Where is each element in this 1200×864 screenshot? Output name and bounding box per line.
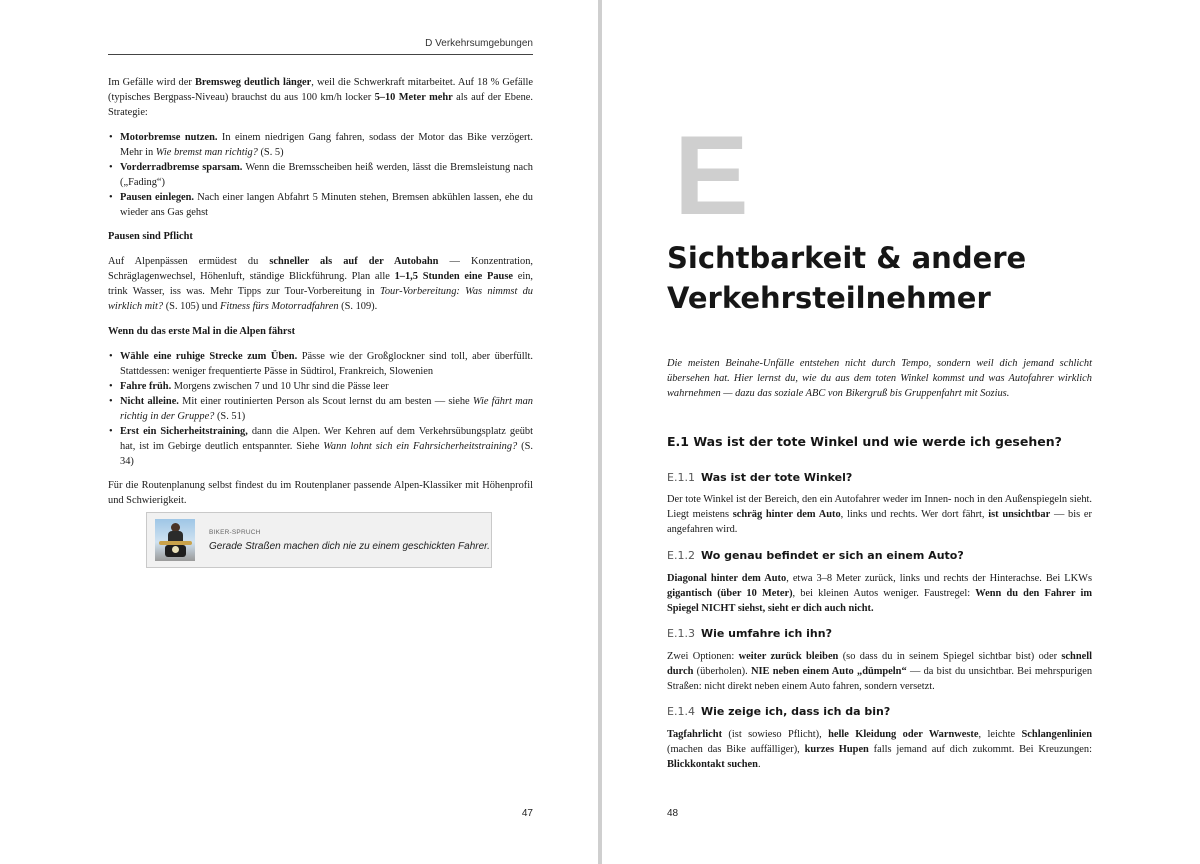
header-rule <box>108 54 533 55</box>
first-time-heading: Wenn du das erste Mal in die Alpen fährst <box>108 326 296 337</box>
running-head: D Verkehrsumgebungen <box>425 38 533 49</box>
strategy-list <box>108 130 533 220</box>
list-item: • Fahre früh. Morgens zwischen 7 und 10 Uhr sind die Pässe leer <box>108 379 533 394</box>
list-item: • Nicht alleine. Mit einer routinierten Person als Scout lernst du am besten — siehe Wie fährt man richtig in der Gruppe? (S. 51) <box>108 394 533 424</box>
cross-reference: Tour-Vorbereitung: Was nimmst du wirklich mit? <box>108 286 533 312</box>
closing-paragraph: Für die Routenplanung selbst findest du im Routenplaner passende Alpen-Klassiker mit Höhenprofil und Schwierigkeit. <box>108 480 533 506</box>
subsection-body: Zwei Optionen: weiter zurück bleiben (so dass du in seinem Spiegel sichtbar bist) oder schnell durch (überholen). NIE neben einem Auto „dümpeln“ — da bist du unsichtbar. Bei mehrspurigen Straßen: nicht direkt neben einem Auto fahren, sondern versetzt. <box>667 651 1093 692</box>
subsection-heading: E.1.3 Wie umfahre ich ihn? <box>667 627 832 640</box>
list-item: • Pausen einlegen. Nach einer langen Abfahrt 5 Minuten stehen, Bremsen abkühlen lassen, ehe du wieder ans Gas gehst <box>108 190 533 220</box>
quote-text: Gerade Straßen machen dich nie zu einem geschickten Fahrer. <box>209 541 490 552</box>
quote-label: BIKER-SPRUCH <box>209 529 261 536</box>
list-item: • Erst ein Sicherheitstraining, dann die Alpen. Wer Kehren auf dem Verkehrsübungsplatz geübt hat, ist im Gebirge deutlich entspannter. Siehe Wann lohnt sich ein Fahrsicherheitstraining? (S. 34) <box>108 424 533 469</box>
subsection-body: Tagfahrlicht (ist sowieso Pflicht), helle Kleidung oder Warnweste, leichte Schlangenlinien (machen das Bike auffälliger), kurzes Hupen falls jemand auf dich zukommt. Bei Kreuzungen: Blickkontakt suchen. <box>667 729 1092 770</box>
motorcycle-rider-photo <box>155 519 195 561</box>
list-item: • Wähle eine ruhige Strecke zum Üben. Pässe wie der Großglockner sind toll, aber überfüllt. Stattdessen: weniger frequentierte Pässe in Südtirol, Frankreich, Slowenien <box>108 349 533 379</box>
intro-paragraph: Im Gefälle wird der Bremsweg deutlich länger, weil die Schwerkraft mitarbeitet. Auf 18 % Gefälle (typisches Bergpass-Niveau) brauchst du aus 100 km/h locker 5–10 Meter mehr als auf der Ebene. Strategie: <box>108 77 534 118</box>
biker-quote-box <box>146 512 492 568</box>
section-heading: E.1 Was ist der tote Winkel und wie werde ich gesehen? <box>667 434 1062 449</box>
pausen-heading: Pausen sind Pflicht <box>108 231 193 242</box>
page-number: 48 <box>667 808 679 819</box>
subsection-heading: E.1.4 Wie zeige ich, dass ich da bin? <box>667 705 891 718</box>
chapter-letter: E <box>674 113 749 238</box>
page-number: 47 <box>521 808 533 819</box>
right-page <box>602 0 1200 864</box>
cross-reference: Fitness fürs Motorradfahren <box>219 301 339 312</box>
subsection-body: Diagonal hinter dem Auto, etwa 3–8 Meter zurück, links und rechts der Hinterachse. Bei LKWs gigantisch (über 10 Meter), bei kleinen Autos weniger. Faustregel: Wenn du den Fahrer im Spiegel NICHT siehst, sieht er dich auch nicht. <box>667 573 1092 614</box>
list-item: • Vorderradbremse sparsam. Wenn die Bremsscheiben heiß werden, lässt die Bremsleistung nach („Fading“) <box>108 160 533 190</box>
left-body <box>108 75 533 518</box>
subsection-heading: E.1.2 Wo genau befindet er sich an einem Auto? <box>667 549 964 562</box>
subsection-body: Der tote Winkel ist der Bereich, den ein Autofahrer weder im Innen- noch in den Außenspiegeln sieht. Liegt meistens schräg hinter dem Auto, links und rechts. Wer dort fährt, ist unsichtbar — bis er angefahren wird. <box>667 494 1092 535</box>
pausen-paragraph: Auf Alpenpässen ermüdest du schneller als auf der Autobahn — Konzentration, Schräglagenwechsel, Höhenluft, ständige Blickführung. Plan alle 1–1,5 Stunden eine Pause ein, trink Wasser, iss was. Mehr Tipps zur Tour-Vorbereitung in Tour-Vorbereitung: Was nimmst du wirklich mit? (S. 105) und Fitness fürs Motorradfahren (S. 109). <box>108 256 533 312</box>
subsection-heading: E.1.1 Was ist der tote Winkel? <box>667 471 853 484</box>
chapter-title: Sichtbarkeit & andere Verkehrsteilnehmer <box>667 241 1027 315</box>
first-time-list <box>108 349 533 469</box>
chapter-intro: Die meisten Beinahe-Unfälle entstehen nicht durch Tempo, sondern weil dich jemand schlicht übersehen hat. Hier lernst du, wie du aus dem toten Winkel kommst und was Autofahrer wirklich wahrnehmen — dazu das soziale ABC von Bikergruß bis Gruppenfahrt mit Sozius. <box>667 358 1092 399</box>
left-page <box>0 0 598 864</box>
list-item: • Motorbremse nutzen. In einem niedrigen Gang fahren, sodass der Motor das Bike verzögert. Mehr in Wie bremst man richtig? (S. 5) <box>108 130 533 160</box>
